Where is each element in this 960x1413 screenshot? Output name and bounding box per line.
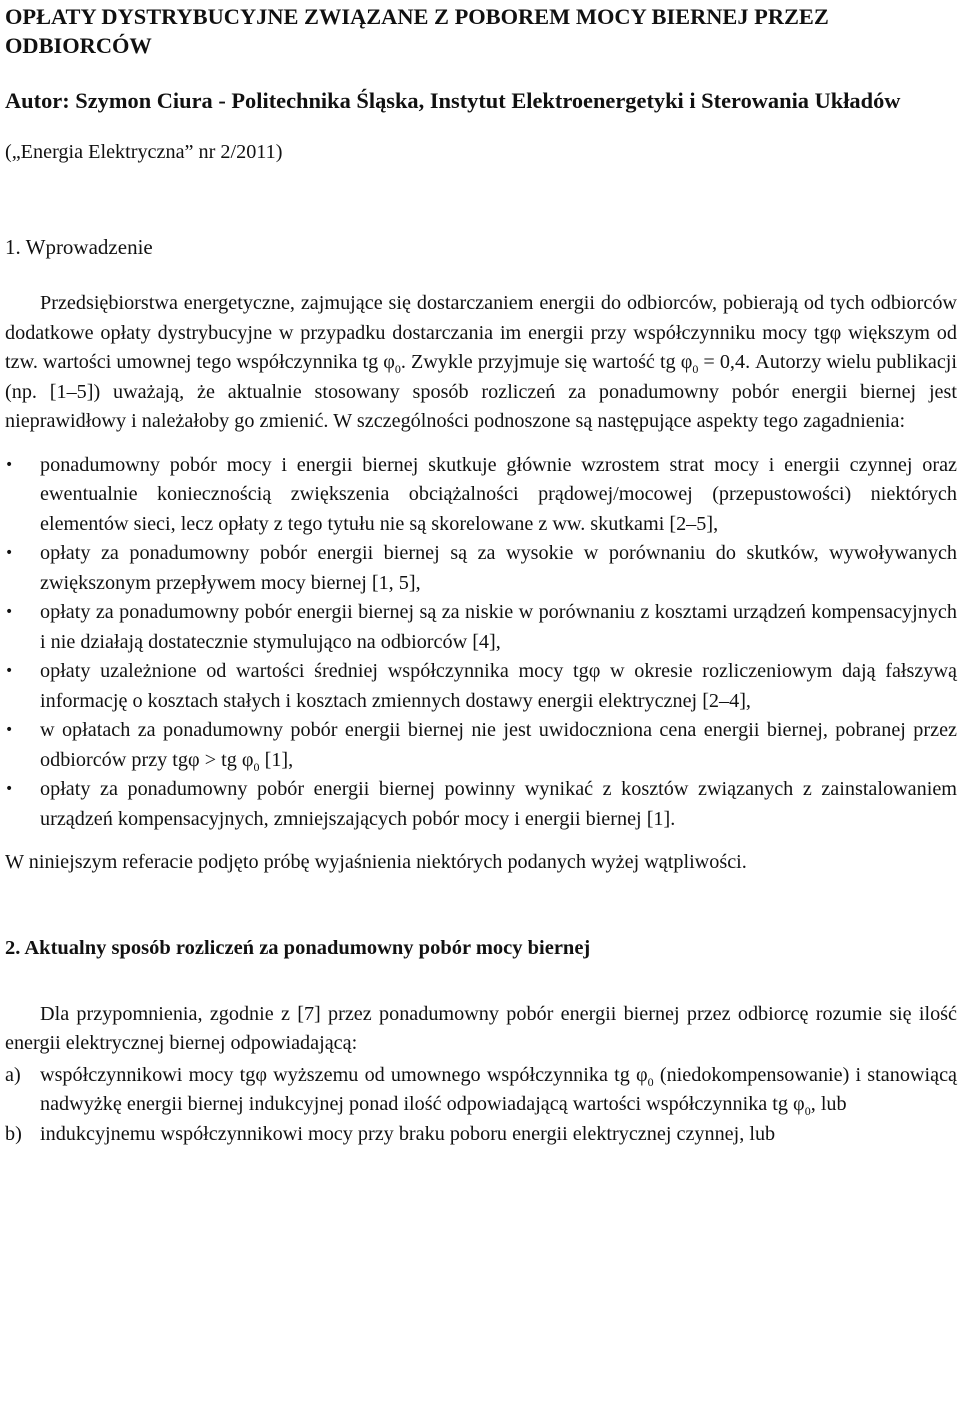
- section-1-heading: 1. Wprowadzenie: [5, 235, 153, 259]
- subscript-zero: 0: [253, 759, 260, 774]
- document-page: [5, 0, 957, 1149]
- author-line: Autor: Szymon Ciura - Politechnika Śląska, Instytut Elektroenergetyki i Sterowania Układów: [5, 88, 901, 113]
- item-a-text-c: , lub: [810, 1093, 847, 1115]
- section-1-intro-paragraph: [5, 289, 957, 437]
- subscript-zero: 0: [394, 362, 401, 377]
- bullet-icon: •: [5, 722, 14, 738]
- intro-text-c: = 0,4. Autorzy wielu publikacji (np. [1–5]) uważają, że aktualnie stosowany sposób rozliczeń za ponadumowny pobór energii biernej jest nieprawidłowy i należałoby go zmienić. W szczególności podnoszone są następujące aspekty tego zagadnienia:: [5, 351, 957, 432]
- list-item-text: opłaty za ponadumowny pobór energii biernej powinny wynikać z kosztów związanych z zainstalowaniem urządzeń kompensacyjnych, zmniejszających pobór mocy i energii biernej [1].: [40, 778, 957, 830]
- item-b-text: indukcyjnemu współczynnikowi mocy przy braku poboru energii elektrycznej czynnej, lub: [40, 1122, 776, 1145]
- list-item-a: [5, 1061, 957, 1120]
- intro-text-b: . Zwykle przyjmuje się wartość tg φ: [400, 351, 693, 373]
- list-item: [5, 539, 957, 598]
- section-2-intro-paragraph: Dla przypomnienia, zgodnie z [7] przez ponadumowny pobór energii biernej przez odbiorcę rozumie się ilość energii elektrycznej biernej odpowiadającą:: [5, 1002, 957, 1054]
- document-title: OPŁATY DYSTRYBUCYJNE ZWIĄZANE Z POBOREM MOCY BIERNEJ PRZEZ ODBIORCÓW: [5, 4, 829, 58]
- list-item-text: opłaty uzależnione od wartości średniej współczynnika mocy tgφ w okresie rozliczeniowym dają fałszywą informację o kosztach stałych i kosztach zmiennych dostawy energii elektrycznej [2–4],: [40, 660, 957, 712]
- bullet-icon: •: [5, 604, 14, 620]
- list-item: [5, 451, 957, 540]
- intro-text-a: Przedsiębiorstwa energetyczne, zajmujące się dostarczaniem energii do odbiorców, pobierają od tych odbiorców dodatkowe opłaty dystrybucyjne w przypadku dostarczania im energii przy współczynniku mocy tgφ większym od tzw. wartości umownej tego współczynnika tg φ: [5, 292, 957, 373]
- list-marker-b: b): [5, 1122, 22, 1145]
- bullet-icon: •: [5, 545, 14, 561]
- list-marker-a: a): [5, 1063, 21, 1086]
- list-item: [5, 598, 957, 657]
- item-a-text-b: (niedokompensowanie) i stanowiącą nadwyżkę energii biernej indukcyjnej ponad ilość odpowiadającą wartości współczynnika tg φ: [40, 1063, 957, 1115]
- section-2-heading: 2. Aktualny sposób rozliczeń za ponadumowny pobór mocy biernej: [5, 936, 591, 959]
- list-item: [5, 775, 957, 834]
- bullet5-text-b: [1],: [259, 748, 294, 771]
- list-item: [5, 716, 957, 775]
- list-item-text: [40, 719, 957, 774]
- bullet-icon: •: [5, 663, 14, 679]
- item-a-text-a: współczynnikowi mocy tgφ wyższemu od umownego współczynnika tg φ: [40, 1063, 648, 1086]
- section-1-closing-paragraph: W niniejszym referacie podjęto próbę wyjaśnienia niektórych podanych wyżej wątpliwości.: [5, 851, 747, 873]
- subscript-zero: 0: [804, 1104, 811, 1119]
- list-item-text: opłaty za ponadumowny pobór energii biernej są za wysokie w porównaniu do skutków, wywoływanych zwiększonym przepływem mocy biernej [1, 5],: [40, 542, 957, 594]
- list-item-b: [5, 1120, 957, 1150]
- list-item: [5, 657, 957, 716]
- bullet-icon: •: [5, 781, 14, 797]
- bullet-icon: •: [5, 456, 14, 473]
- subscript-zero: 0: [692, 362, 699, 377]
- aspects-list: [5, 451, 957, 835]
- list-item-text: ponadumowny pobór mocy i energii biernej skutkuje głównie wzrostem strat mocy i energii czynnej oraz ewentualnie koniecznością zwiększenia obciążalności prądowej/mocowej (przepustowości) niektórych elementów sieci, lecz opłaty z tego tytułu nie są skorelowane z ww. skutkami [2–5],: [40, 453, 957, 535]
- bullet5-text-a: w opłatach za ponadumowny pobór energii biernej nie jest uwidoczniona cena energii biernej, pobranej przez odbiorców przy tgφ > tg φ: [40, 719, 957, 771]
- list-item-text: opłaty za ponadumowny pobór energii biernej są za niskie w porównaniu z kosztami urządzeń kompensacyjnych i nie działają dostatecznie stymulująco na odbiorców [4],: [40, 601, 957, 653]
- source-citation: („Energia Elektryczna” nr 2/2011): [5, 141, 283, 163]
- definition-list: [5, 1061, 957, 1150]
- subscript-zero: 0: [647, 1074, 654, 1089]
